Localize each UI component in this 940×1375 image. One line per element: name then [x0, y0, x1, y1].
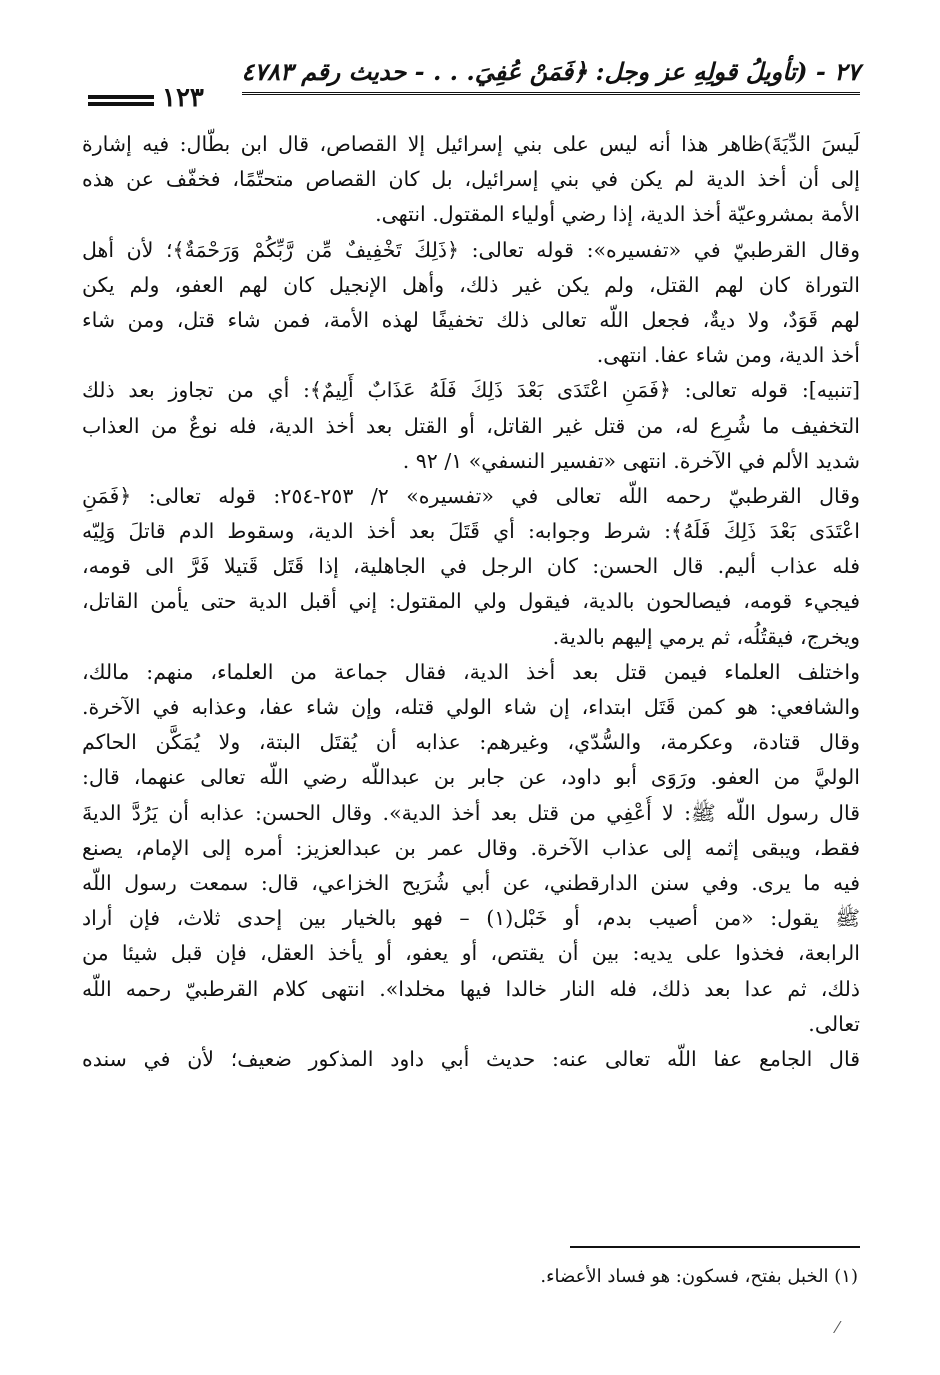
- header-decoration: [88, 95, 154, 109]
- page-number: ١٢٣: [162, 83, 204, 113]
- text-line: اعْتَدَى بَعْدَ ذَلِكَ فَلَهُ﴾: شرط وجوابه: أي قَتَلَ بعد أخذ الدية، وسقوط الدم قاتلَ وَلِيّه: [82, 519, 860, 544]
- text-line: قال رسول اللّه ﷺ: لا أُعْفِي من قتل بعد أخذ الدية». وقال الحسن: عذابه أن يَرُدَّ الديةَ: [82, 800, 860, 825]
- text-line: وقال القرطبيّ في «تفسيره»: قوله تعالى: ﴿ذَلِكَ تَخْفِيفٌ مِّن رَّبِّكُمْ وَرَحْمَةٌ﴾؛ لأن أهل: [82, 237, 860, 262]
- text-line: التخفيف ما شُرِع له، من قتل غير القاتل، أو القتل بعد أخذ الدية، فله نوعٌ من العذاب: [82, 413, 860, 438]
- body-text: [82, 127, 860, 1077]
- footnote-rule: [570, 1246, 860, 1248]
- text-line: أخذ الدية، ومن شاء عفا. انتهى.: [596, 343, 860, 368]
- text-line: والشافعي: هو كمن قَتَل ابتداء، إن شاء الولي قتله، وإن شاء عفا، وعذابه في الآخرة.: [82, 695, 860, 719]
- text-line: فله عذاب أليم. قال الحسن: كان الرجل في الجاهلية، إذا قَتَل قَتيلا فَرَّ الى قومه،: [82, 554, 860, 579]
- text-line: إلى أن أخذ الدية لم يكن في بني إسرائيل، بل كان القصاص متحتّمًا، فخفّف عن هذه: [82, 167, 860, 192]
- text-line: التوراة كان لهم القتل، ولم يكن غير ذلك، وأهل الإنجيل كان لهم العفو، ولم يكن: [82, 272, 860, 297]
- footnote: (١) الخبل بفتح، فسكون: هو فساد الأعضاء.: [540, 1266, 858, 1287]
- header-rule: [242, 92, 860, 98]
- text-line: وقال قتادة، وعكرمة، والسُّدّي، وغيرهم: عذابه أن يُقتَل البتة، ولا يُمَكَّن الحاكم: [82, 730, 860, 755]
- header-title: ٢٧ - (تأويلُ قولِهِ عز وجل: ﴿فَمَنْ عُفِيَ. . . - حديث رقم ٤٧٨٣: [241, 57, 860, 86]
- text-line: الوليَّ من العفو. ورَوَى أبو داود، عن جابر بن عبداللّه رضي اللّه تعالى عنهما، قال:: [82, 765, 860, 790]
- text-line: [تنبيه]: قوله تعالى: ﴿فَمَنِ اعْتَدَى بَعْدَ ذَلِكَ فَلَهُ عَذَابٌ أَلِيمٌ﴾: أي من تجاوز بعد ذلك: [82, 378, 860, 403]
- running-header: [82, 55, 860, 113]
- text-line: واختلف العلماء فيمن قتل بعد أخذ الدية، فقال جماعة من العلماء، منهم: مالك،: [82, 659, 860, 684]
- text-line: قال الجامع عفا اللّه تعالى عنه: حديث أبي داود المذكور ضعيف؛ لأن في سنده: [82, 1046, 860, 1071]
- text-line: لهم قَوَدٌ، ولا ديةٌ، فجعل اللّه تعالى ذلك تخفيفًا لهذه الأمة، فمن شاء قتل، ومن شاء: [82, 307, 860, 332]
- text-line: الرابعة، فخذوا على يديه: بين أن يقتص، أو يعفو، أو يأخذ العقل، فإن قبل شيئا من: [82, 941, 860, 966]
- text-line: تعالى.: [808, 1011, 860, 1036]
- text-line: فقط، ويبقى إثمه إلى عذاب الآخرة. وقال عمر بن عبدالعزيز: أمره إلى الإمام، يصنع: [82, 835, 860, 860]
- pencil-mark: ⁄: [836, 1318, 839, 1337]
- text-line: فيجيء قومه، فيصالحون بالدية، فيقول ولي المقتول: إني أقبل الدية حتى يأمن القاتل،: [82, 589, 860, 614]
- text-line: ذلك، ثم عدا بعد ذلك، فله النار خالدا فيها مخلدا». انتهى كلام القرطبيّ رحمه اللّه: [82, 976, 860, 1001]
- text-line: وقال القرطبيّ رحمه اللّه تعالى في «تفسيره» ٢/ ٢٥٣-٢٥٤: قوله تعالى: ﴿فَمَنِ: [82, 483, 860, 508]
- text-line: الأمة بمشروعيّة أخذ الدية، إذا رضي أولياء المقتول. انتهى.: [375, 202, 860, 227]
- text-line: لَيسَ الدِّيَةَ)ظاهر هذا أنه ليس على بني إسرائيل إلا القصاص، قال ابن بطّال: فيه إشارة: [82, 132, 860, 156]
- text-line: شديد الألم في الآخرة. انتهى «تفسير النسفي» ١/ ٩٢ .: [402, 448, 860, 473]
- text-line: ﷺ يقول: «من أصيب بدم، أو خَبْل(١) – فهو بالخيار بين إحدى ثلاث، فإن أراد: [82, 906, 860, 931]
- text-line: فيه ما يرى. وفي سنن الدارقطني، عن أبي شُرَيح الخزاعي، قال: سمعت رسول اللّه: [82, 870, 860, 895]
- text-line: ويخرج، فيقتُلُه، ثم يرمي إليهم بالدية.: [552, 624, 860, 649]
